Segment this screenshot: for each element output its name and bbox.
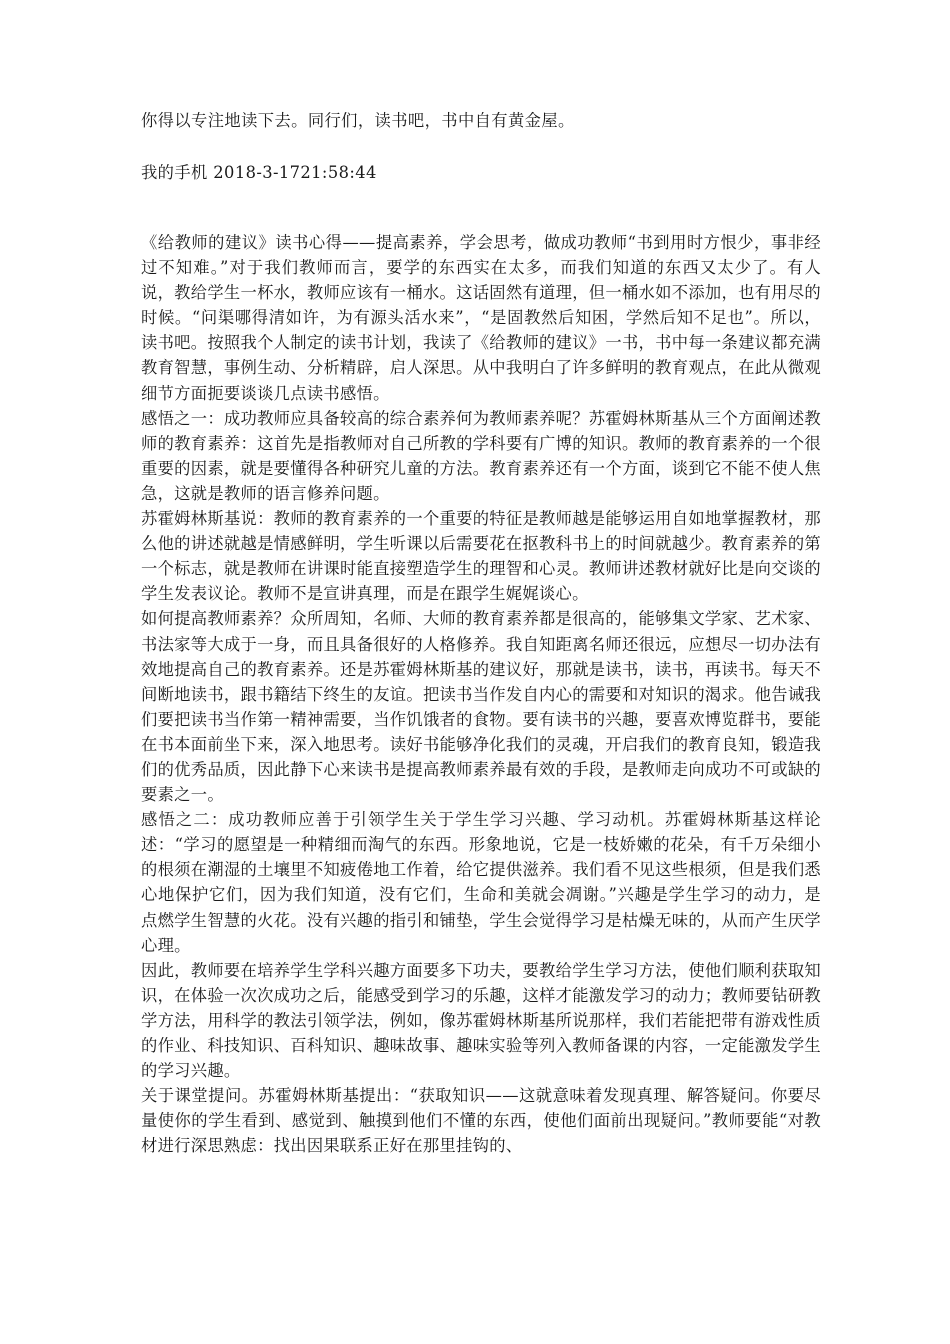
paragraph-insight-one: 感悟之一：成功教师应具备较高的综合素养何为教师素养呢？苏霍姆林斯基从三个方面阐述教师的教育素养：这首先是指教师对自己所教的学科要有广博的知识。教师的教育素养的一个很重要的因素，就是要懂得各种研究儿童的方法。教育素养还有一个方面，谈到它不能不使人焦急，这就是教师的语言修养问题。 [141,408,821,503]
paragraph-intro: 《给教师的建议》读书心得——提高素养，学会思考，做成功教师“书到用时方恨少，事非经过不知难。”对于我们教师而言，要学的东西实在太多，而我们知道的东西又太少了。有人说，教给学生一杯水，教师应该有一桶水。这话固然有道理，但一桶水如不添加，也有用尽的时候。“问渠哪得清如许，为有源头活水来”，“是固教然后知困，学然后知不足也”。所以，读书吧。按照我个人制定的读书计划，我读了《给教师的建议》一书，书中每一条建议都充满教育智慧，事例生动、分析精辟，启人深思。从中我明白了许多鲜明的教育观点，在此从微观细节方面扼要谈谈几点读书感悟。 [141,233,821,403]
signature-line: 我的手机 2018-3-1721:58:44 [141,163,377,182]
paragraph-insight-two: 感悟之二：成功教师应善于引领学生关于学生学习兴趣、学习动机。苏霍姆林斯基这样论述：“学习的愿望是一种精细而淘气的东西。形象地说，它是一枝娇嫩的花朵，有千万朵细小的根须在潮湿的土壤里不知疲倦地工作着，给它提供滋养。我们看不见这些根须，但是我们悉心地保护它们，因为我们知道，没有它们，生命和美就会凋谢。”兴趣是学生学习的动力，是点燃学生智慧的火花。没有兴趣的指引和铺垫，学生会觉得学习是枯燥无味的，从而产生厌学心理。 [141,810,821,955]
paragraph-therefore: 因此，教师要在培养学生学科兴趣方面要多下功夫，要教给学生学习方法，使他们顺利获取知识，在体验一次次成功之后，能感受到学习的乐趣，这样才能激发学习的动力；教师要钻研教学方法，用科学的教法引领学法，例如，像苏霍姆林斯基所说那样，我们若能把带有游戏性质的作业、科技知识、百科知识、趣味故事、趣味实验等列入教师备课的内容，一定能激发学生的学习兴趣。 [141,960,821,1081]
paragraph-sukhomlinsky-quote: 苏霍姆林斯基说：教师的教育素养的一个重要的特征是教师越是能够运用自如地掌握教材，那么他的讲述就越是情感鲜明，学生听课以后需要花在抠教科书上的时间就越少。教育素养的第一个标志，就是教师在讲课时能直接塑造学生的理智和心灵。教师讲述教材就好比是向交谈的学生发表议论。教师不是宣讲真理，而是在跟学生娓娓谈心。 [141,509,821,604]
closing-line: 你得以专注地读下去。同行们，读书吧，书中自有黄金屋。 [141,111,575,130]
paragraph-improve-literacy: 如何提高教师素养？众所周知，名师、大师的教育素养都是很高的，能够集文学家、艺术家、书法家等大成于一身，而且具备很好的人格修养。我自知距离名师还很远，应想尽一切办法有效地提高自己的教育素养。还是苏霍姆林斯基的建议好，那就是读书，读书，再读书。每天不间断地读书，跟书籍结下终生的友谊。把读书当作发自内心的需要和对知识的渴求。他告诫我们要把读书当作第一精神需要，当作饥饿者的食物。要有读书的兴趣，要喜欢博览群书，要能在书本面前坐下来，深入地思考。读好书能够净化我们的灵魂，开启我们的教育良知，锻造我们的优秀品质，因此静下心来读书是提高教师素养最有效的手段，是教师走向成功不可或缺的要素之一。 [141,609,821,805]
document-page [141,108,821,1158]
paragraph-classroom-questions: 关于课堂提问。苏霍姆林斯基提出：“获取知识——这就意味着发现真理、解答疑问。你要尽量使你的学生看到、感觉到、触摸到他们不懂的东西，使他们面前出现疑问。”教师要能“对教材进行深思熟虑：找出因果联系正好在那里挂钩的、 [141,1086,821,1156]
